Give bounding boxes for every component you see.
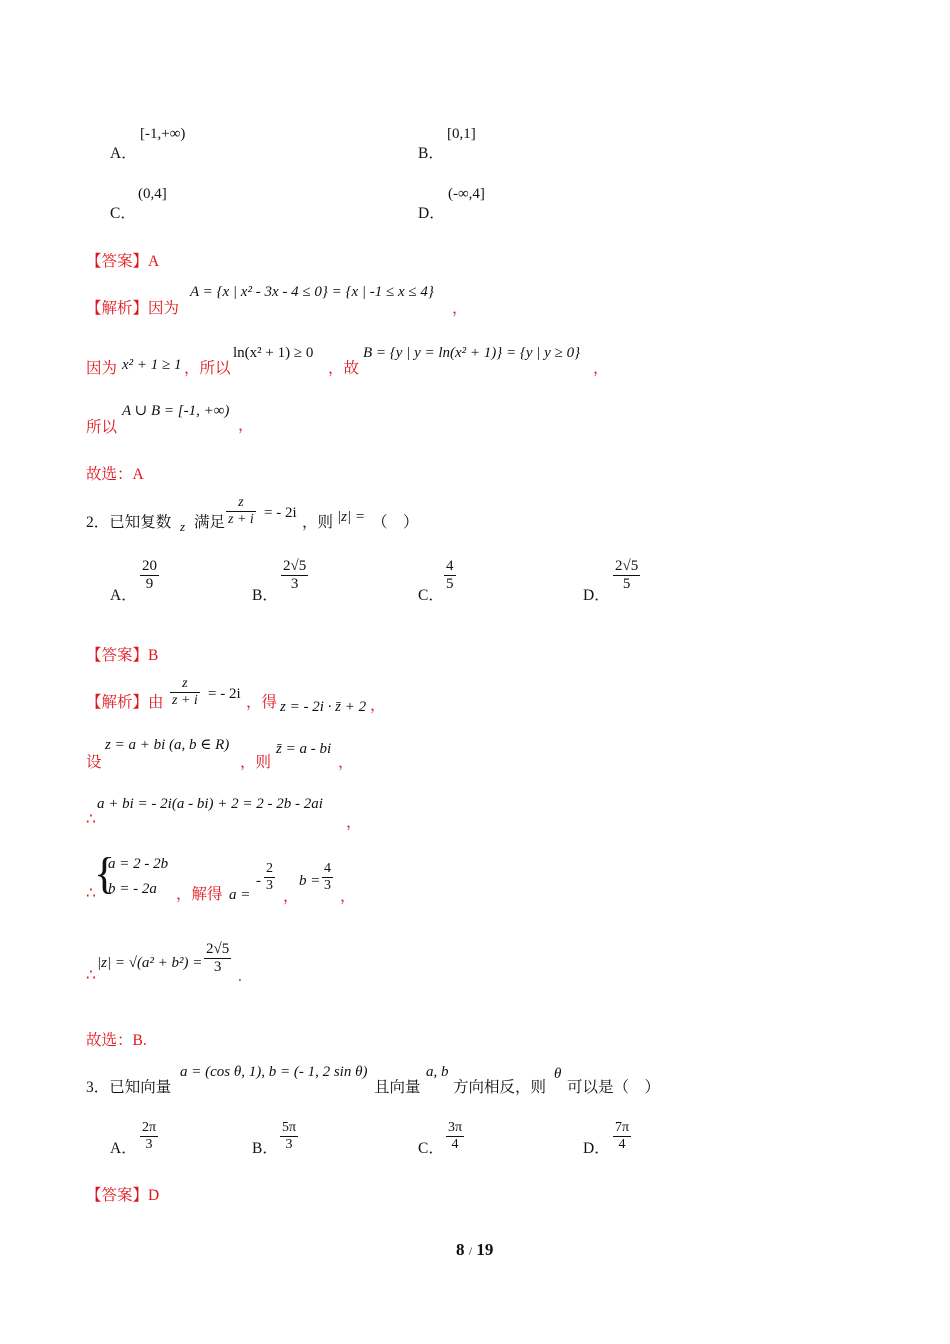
q1-set-b-math: B = {y | y = ln(x² + 1)} = {y | y ≥ 0} (363, 345, 581, 361)
q2-mod-end: . (238, 968, 242, 985)
q2-sol-b-frac: $\frac{4}{3}$ (324, 861, 331, 894)
page-number (456, 1240, 493, 1260)
q3-answer: 【答案】D (86, 1187, 160, 1204)
q2-analysis-comma: ， (370, 697, 386, 714)
q1-option-c: C． (110, 205, 136, 222)
q1-option-d: D． (418, 205, 445, 222)
q1-option-c-value: (0,4] (138, 186, 167, 202)
q2-conclusion: 故选：B. (86, 1032, 147, 1049)
q1-line1-end: ， (452, 300, 468, 317)
q2-option-d-value: $\frac{2√5}{5}$ (615, 558, 639, 593)
q2-paren: （ ） (372, 514, 419, 531)
q3-option-c-label: C． (418, 1140, 444, 1157)
q1-option-a-value: [-1,+∞) (140, 126, 186, 142)
q3-option-d-label: D． (583, 1140, 610, 1157)
q2-analysis-tag: 【解析】由 (86, 694, 164, 711)
q3-stem-number: 3．已知向量 (86, 1079, 172, 1096)
q2-option-a-value: $\frac{20}{9}$ (142, 558, 157, 593)
q1-line2-end: ， (593, 360, 609, 377)
q3-option-a-value: $\frac{2\pi}{3}$ (142, 1120, 157, 1153)
q1-option-b: B． (418, 145, 444, 162)
q2-therefore-3: ∴ (86, 967, 96, 984)
q2-set-end: ， (338, 754, 354, 771)
q2-sol-b: b = (299, 873, 321, 889)
q2-stem-eq: = - 2i (264, 505, 297, 521)
q2-sol-a-sign: - (256, 873, 261, 889)
q3-stem-mid2: 方向相反，则 (453, 1079, 547, 1096)
q3-option-b-value: $\frac{5\pi}{3}$ (282, 1120, 297, 1153)
q2-sol-a-frac: $\frac{2}{3}$ (266, 861, 273, 894)
q2-system-brace: { (94, 849, 116, 898)
q2-frac-num: z (226, 495, 256, 512)
q2-set-then: ，则 (240, 754, 272, 771)
q2-var-z: z (180, 519, 186, 534)
q1-set-a-math: A = {x | x² - 3x - 4 ≤ 0} = {x | -1 ≤ x ≤ 4} (190, 284, 434, 300)
q3-stem-mid: 且向量 (374, 1079, 421, 1096)
q2-analysis-eq: = - 2i (208, 686, 241, 702)
q2-mod-frac: $\frac{2√5}{3}$ (206, 941, 230, 976)
q2-option-d-label: D． (583, 587, 610, 604)
q2-system-row1: a = 2 - 2b (108, 856, 169, 872)
q2-set-prefix: 设 (86, 754, 102, 771)
q1-conclusion: 故选：A (86, 466, 144, 483)
q2-sol-a: a = (229, 887, 251, 903)
page-separator: / (468, 1244, 473, 1258)
q2-analysis-result: z = - 2i · z̄ + 2 (280, 699, 367, 715)
q2-stem-ask: ，则 (302, 514, 334, 531)
page-current: 8 (456, 1240, 465, 1259)
q2-mod-math: |z| = √(a² + b²) = (97, 955, 203, 971)
q2-option-c-value: $\frac{4}{5}$ (446, 558, 454, 593)
q2-abs-z: |z| = (337, 509, 365, 525)
q2-option-a-label: A． (110, 587, 137, 604)
q2-stem-number: 2．已知复数 (86, 514, 172, 531)
q2-option-b-value: $\frac{2√5}{3}$ (283, 558, 307, 593)
q2-system-row2: b = - 2a (108, 881, 157, 897)
q3-option-a-label: A． (110, 1140, 137, 1157)
q2-eq-line: a + bi = - 2i(a - bi) + 2 = 2 - 2b - 2ai (97, 796, 323, 812)
q2-eq-end: ， (346, 814, 362, 831)
q3-ab: a, b (426, 1064, 449, 1080)
q1-line2-math2: ln(x² + 1) ≥ 0 (233, 345, 314, 361)
q2-sol-comma: ， (283, 888, 299, 905)
q2-option-c-label: C． (418, 587, 444, 604)
q2-set-math: z = a + bi (a, b ∈ R) (105, 737, 230, 753)
q2-solve: ，解得 (176, 886, 223, 903)
q2-analysis-get: ，得 (246, 694, 278, 711)
q1-answer: 【答案】A (86, 253, 160, 270)
q2-set-conj: z̄ = a - bi (276, 741, 332, 757)
q2-stem-mid: 满足 (194, 514, 226, 531)
q2-therefore-2: ∴ (86, 885, 96, 902)
q2-therefore-1: ∴ (86, 811, 96, 828)
q2-frac-den: z + i (228, 512, 254, 528)
q1-line2-text1: ，所以 (184, 360, 231, 377)
q2-stem-fraction (226, 495, 256, 528)
q1-option-a: A． (110, 145, 137, 162)
q1-line3-prefix: 所以 (86, 419, 118, 436)
q3-vectors: a = (cos θ, 1), b = (- 1, 2 sin θ) (180, 1064, 368, 1080)
q3-option-c-value: $\frac{3\pi}{4}$ (448, 1120, 463, 1153)
q1-line2-math1: x² + 1 ≥ 1 (122, 357, 182, 373)
q1-analysis-tag: 【解析】因为 (86, 300, 180, 317)
q1-line2-text2: ，故 (328, 360, 360, 377)
page-total: 19 (476, 1240, 494, 1259)
q1-option-d-value: (-∞,4] (448, 186, 485, 202)
q2-sol-end: ， (340, 888, 356, 905)
q1-union-math: A ∪ B = [-1, +∞) (122, 403, 230, 419)
q2-answer: 【答案】B (86, 647, 159, 664)
q3-option-d-value: $\frac{7\pi}{4}$ (615, 1120, 630, 1153)
q2-option-b-label: B． (252, 587, 278, 604)
q1-line2-prefix: 因为 (86, 360, 118, 377)
q1-line3-end: ， (238, 417, 254, 434)
q2-analysis-fraction: $\frac{z}{z + i}$ (172, 676, 198, 709)
q3-option-b-label: B． (252, 1140, 278, 1157)
q1-option-b-value: [0,1] (447, 126, 476, 142)
q3-theta: θ (554, 1066, 562, 1082)
q3-stem-ask: 可以是（ ） (567, 1079, 661, 1096)
